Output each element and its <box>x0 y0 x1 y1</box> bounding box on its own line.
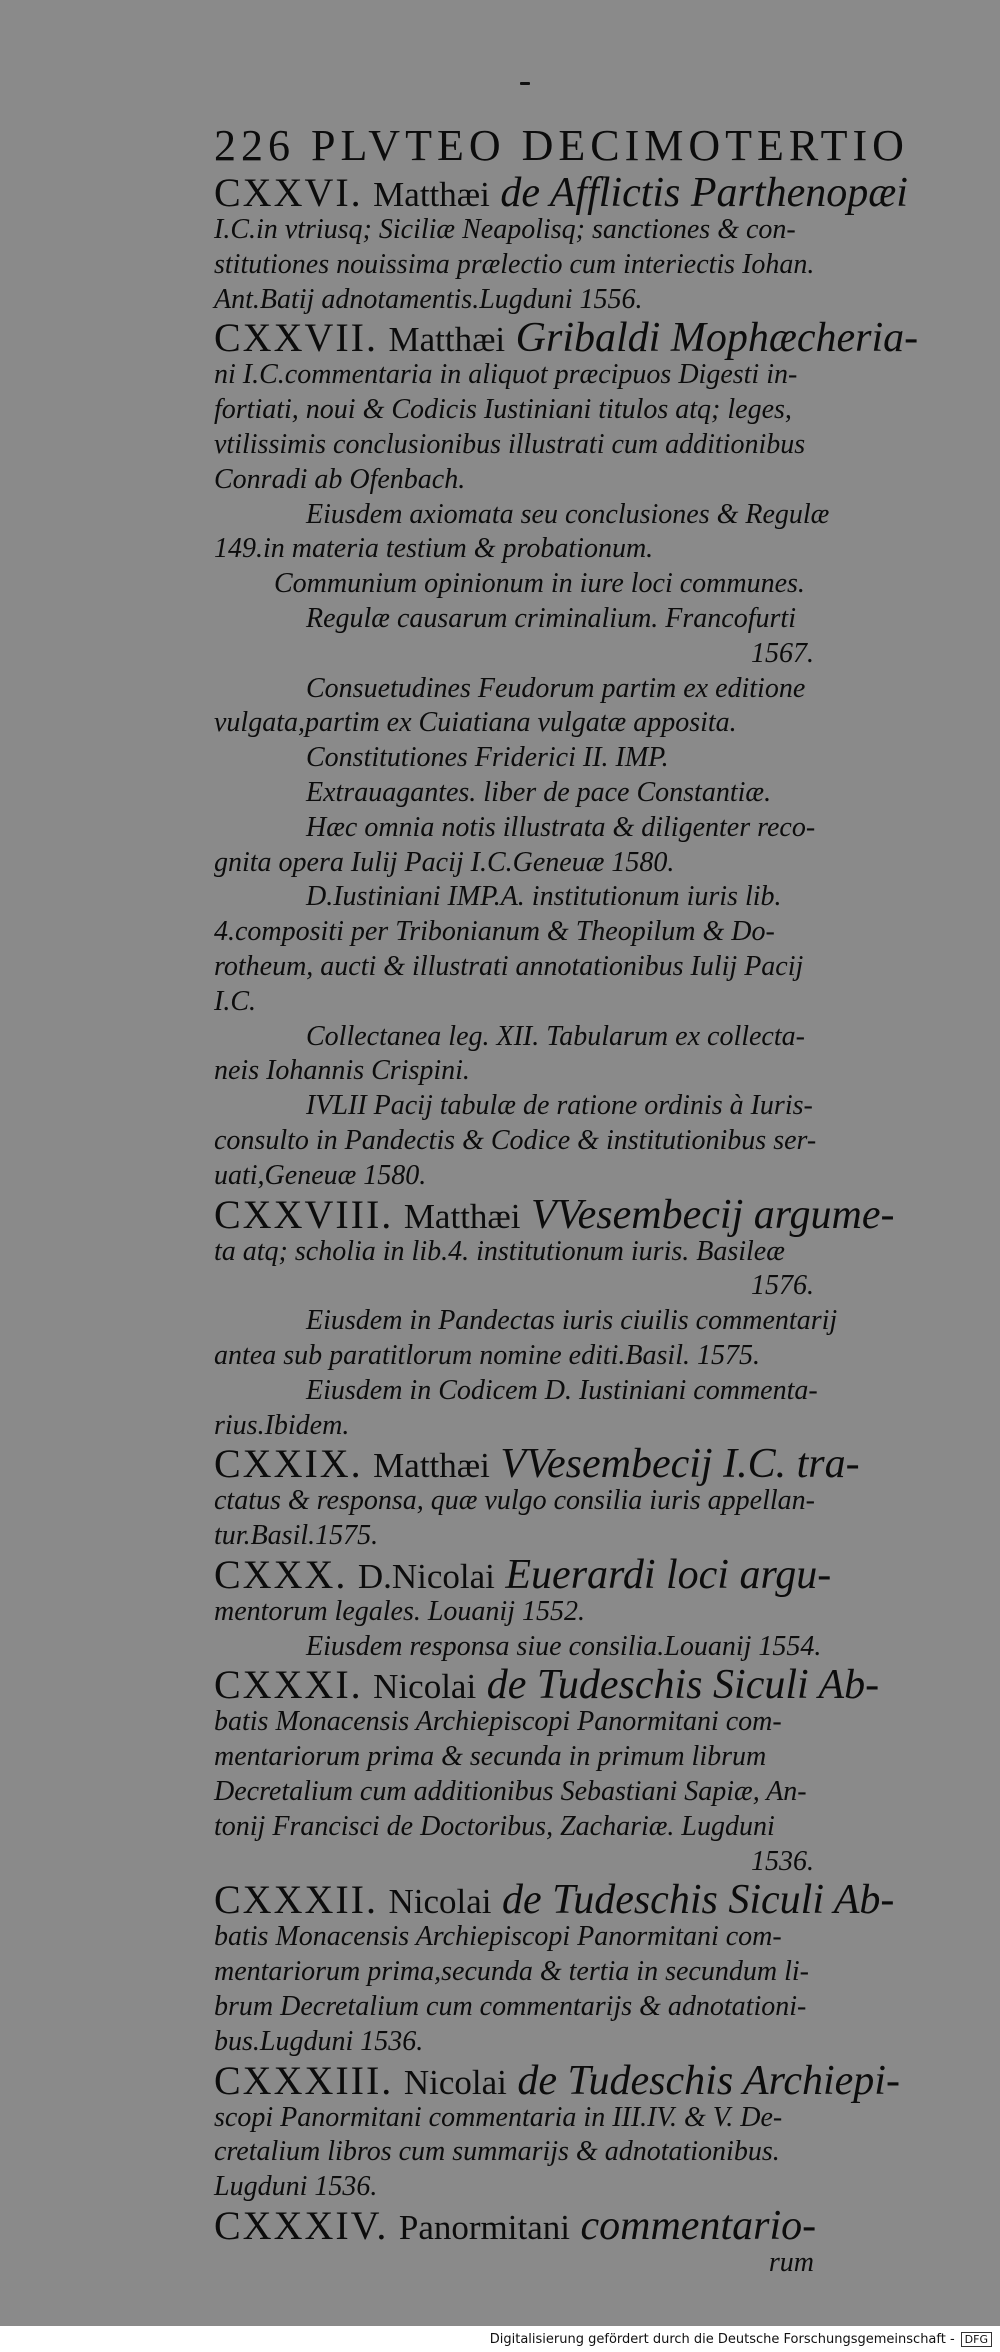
text-line <box>214 2246 814 2281</box>
entry-heading-line <box>214 170 908 216</box>
entry-number: CXXVI. <box>214 170 363 215</box>
line-text: Lugduni 1536. <box>214 2171 378 2203</box>
text-line <box>214 846 814 881</box>
author-name: Nicolai <box>388 1882 492 1922</box>
line-text: antea sub paratitlorum nomine editi.Basil. 1575. <box>214 1339 760 1371</box>
text-line <box>214 1304 838 1339</box>
line-text: I.C.in vtriusq; Siciliæ Neapolisq; sanctiones & con- <box>214 214 796 245</box>
text-line <box>214 706 814 741</box>
entry-number: CXXVII. <box>214 315 378 361</box>
line-text: rum <box>768 2247 814 2279</box>
text-line <box>214 1845 814 1880</box>
line-text: ctatus & responsa, quæ vulgo consilia iuris appellan- <box>214 1485 815 1517</box>
text-line <box>214 1775 814 1810</box>
text-line <box>214 1124 817 1159</box>
text-line <box>214 1810 814 1845</box>
line-text: vtilissimis conclusionibus illustrati cum additionibus <box>214 428 806 460</box>
line-text: IVLII Pacij tabulæ de ratione ordinis à Iuris- <box>306 1090 813 1122</box>
text-line <box>214 1519 814 1554</box>
entry-heading-line <box>214 2203 817 2250</box>
text-line <box>214 1374 818 1409</box>
line-text: rotheum, aucti & illustrati annotationibus Iulij Pacij <box>214 950 804 982</box>
line-text: consulto in Pandectis & Codice & institutionibus ser- <box>214 1124 817 1156</box>
text-line <box>214 1740 814 1775</box>
text-line <box>214 985 814 1020</box>
entry-heading-line <box>214 1191 895 1238</box>
line-text: fortiati, noui & Codicis Iustiniani titulos atq; leges, <box>214 394 792 426</box>
text-line <box>214 672 814 707</box>
entry-heading-line <box>214 2057 900 2104</box>
text-line <box>214 1409 814 1444</box>
line-text: tonij Francisci de Doctoribus, Zachariæ. Lugduni <box>214 1810 775 1842</box>
line-text: mentariorum prima,secunda & tertia in secundum li- <box>214 1956 809 1988</box>
line-text: Hæc omnia notis illustrata & diligenter reco- <box>306 811 816 843</box>
entry-number: CXXX. <box>214 1551 348 1597</box>
entry-heading-line <box>214 1877 895 1924</box>
line-text: Communium opinionum in iure loci communes. <box>274 568 805 600</box>
line-text: Decretalium cum additionibus Sebastiani Sapiæ, An- <box>214 1776 807 1808</box>
text-line <box>214 1339 814 1374</box>
text-line <box>214 567 814 602</box>
line-text: 1536. <box>751 1845 814 1877</box>
entry-number: CXXXI. <box>214 1662 363 1708</box>
text-line <box>214 1920 814 1955</box>
line-text: mentariorum prima & secunda in primum librum <box>214 1741 767 1773</box>
line-text: Constitutiones Friderici II. IMP. <box>306 742 669 774</box>
text-line <box>214 915 814 950</box>
line-text: D.Iustiniani IMP.A. institutionum iuris lib. <box>306 881 782 913</box>
text-line <box>214 498 830 533</box>
author-name: Matthæi <box>373 1446 490 1486</box>
text-line <box>214 602 814 637</box>
entry-number: CXXXIV. <box>214 2203 389 2249</box>
line-text: mentorum legales. Louanij 1552. <box>214 1595 585 1627</box>
line-text: Regulæ causarum criminalium. Francofurti <box>306 602 796 634</box>
entry-heading-line <box>214 1441 860 1488</box>
text-line <box>214 2170 814 2205</box>
author-name: Panormitani <box>398 2208 570 2248</box>
line-text: ni I.C.commentaria in aliquot præcipuos Digesti in- <box>214 359 798 391</box>
entry-number: CXXXII. <box>214 1877 378 1923</box>
line-text: de Tudeschis Siculi Ab- <box>476 1662 880 1709</box>
line-text: uati,Geneuæ 1580. <box>214 1159 427 1191</box>
entry-heading-line <box>214 315 919 362</box>
line-text: Eiusdem axiomata seu conclusiones & Regulæ <box>306 498 830 530</box>
text-line <box>214 1054 814 1089</box>
text-line <box>214 213 814 248</box>
line-text: I.C. <box>214 985 256 1017</box>
line-text: de Tudeschis Archiepi- <box>506 2057 900 2104</box>
line-text: de Tudeschis Siculi Ab- <box>491 1877 895 1924</box>
text-line <box>214 741 814 776</box>
text-line <box>214 1235 814 1270</box>
text-line <box>214 1089 814 1124</box>
text-line <box>214 2025 814 2060</box>
line-text: Extrauagantes. liber de pace Constantiæ. <box>306 776 772 808</box>
line-text: de Afflictis Parthenopæi <box>489 170 908 216</box>
line-text: ta atq; scholia in lib.4. institutionum iuris. Basileæ <box>214 1235 785 1267</box>
line-text: Ant.Batij adnotamentis.Lugduni 1556. <box>214 283 643 315</box>
text-line <box>214 1159 814 1194</box>
entry-number: CXXXIII. <box>214 2057 394 2103</box>
line-text: cretalium libros cum summarijs & adnotationibus. <box>214 2136 780 2168</box>
line-text: vulgata,partim ex Cuiatiana vulgatæ apposita. <box>214 707 737 739</box>
entry-number: CXXVIII. <box>214 1191 394 1237</box>
entry-heading-line <box>214 1551 832 1598</box>
line-text: Collectanea leg. XII. Tabularum ex collecta- <box>306 1020 805 1052</box>
text-line <box>214 358 814 393</box>
line-text: 4.compositi per Tribonianum & Theopilum & Do- <box>214 916 775 948</box>
dfg-logo: DFG <box>961 2332 992 2347</box>
text-line <box>214 776 814 811</box>
text-line <box>214 393 814 428</box>
text-line <box>214 1955 814 1990</box>
text-line <box>214 637 814 672</box>
text-line <box>214 1020 814 1055</box>
line-text: Euerardi loci argu- <box>494 1551 832 1598</box>
text-line <box>214 1990 814 2025</box>
line-text: stitutiones nouissima prælectio cum interiectis Iohan. <box>214 248 815 280</box>
text-line <box>214 2101 814 2136</box>
text-line <box>214 1630 822 1665</box>
line-text: tur.Basil.1575. <box>214 1520 379 1552</box>
entry-number: CXXIX. <box>214 1441 363 1487</box>
line-text: rius.Ibidem. <box>214 1409 350 1441</box>
line-text: VVesembecij argume- <box>520 1191 895 1238</box>
line-text: Consuetudines Feudorum partim ex editione <box>306 672 806 704</box>
line-text: Conradi ab Ofenbach. <box>214 463 466 495</box>
line-text: VVesembecij I.C. tra- <box>489 1441 860 1488</box>
line-text: Eiusdem in Codicem D. Iustiniani commenta- <box>306 1374 818 1406</box>
text-line <box>214 532 814 567</box>
text-line <box>214 1595 814 1630</box>
line-text: batis Monacensis Archiepiscopi Panormitani com- <box>214 1706 782 1738</box>
text-line <box>214 1705 814 1740</box>
text-body <box>214 170 919 2281</box>
line-text: commentario- <box>569 2203 817 2250</box>
author-name: Nicolai <box>373 1667 477 1707</box>
entry-heading-line <box>214 1662 880 1709</box>
line-text: scopi Panormitani commentaria in III.IV. & V. De- <box>214 2101 783 2133</box>
line-text: brum Decretalium cum commentarijs & adnotationi- <box>214 1991 807 2023</box>
line-text: 1567. <box>751 637 814 669</box>
footer-text: Digitalisierung gefördert durch die Deutsche Forschungsgemeinschaft - <box>489 2331 955 2347</box>
ink-mark <box>520 82 530 85</box>
author-name: Matthæi <box>388 320 506 360</box>
text-line <box>214 463 814 498</box>
author-name: Matthæi <box>373 175 490 214</box>
text-line <box>214 1484 814 1519</box>
text-line <box>214 950 814 985</box>
text-line <box>214 428 814 463</box>
text-line <box>214 283 814 318</box>
line-text: bus.Lugduni 1536. <box>214 2025 424 2057</box>
line-text: neis Iohannis Crispini. <box>214 1055 470 1087</box>
page-header: 226 PLVTEO DECIMOTERTIO <box>214 121 909 170</box>
author-name: Matthæi <box>403 1196 521 1236</box>
text-line <box>214 248 814 283</box>
text-line <box>214 2135 814 2170</box>
line-text: 1576. <box>751 1270 814 1302</box>
line-text: batis Monacensis Archiepiscopi Panormitani com- <box>214 1921 782 1953</box>
line-text: Eiusdem in Pandectas iuris ciuilis commentarij <box>306 1305 838 1337</box>
text-line <box>214 1269 814 1304</box>
text-line <box>214 880 814 915</box>
line-text: Gribaldi Mophæcheria- <box>505 315 919 362</box>
line-text: gnita opera Iulij Pacij I.C.Geneuæ 1580. <box>214 846 675 878</box>
author-name: Nicolai <box>403 2062 507 2102</box>
text-line <box>214 811 814 846</box>
author-name: D.Nicolai <box>357 1556 495 1596</box>
footer-bar <box>0 2326 1000 2352</box>
line-text: Eiusdem responsa siue consilia.Louanij 1554. <box>306 1630 822 1662</box>
line-text: 149.in materia testium & probationum. <box>214 533 654 565</box>
